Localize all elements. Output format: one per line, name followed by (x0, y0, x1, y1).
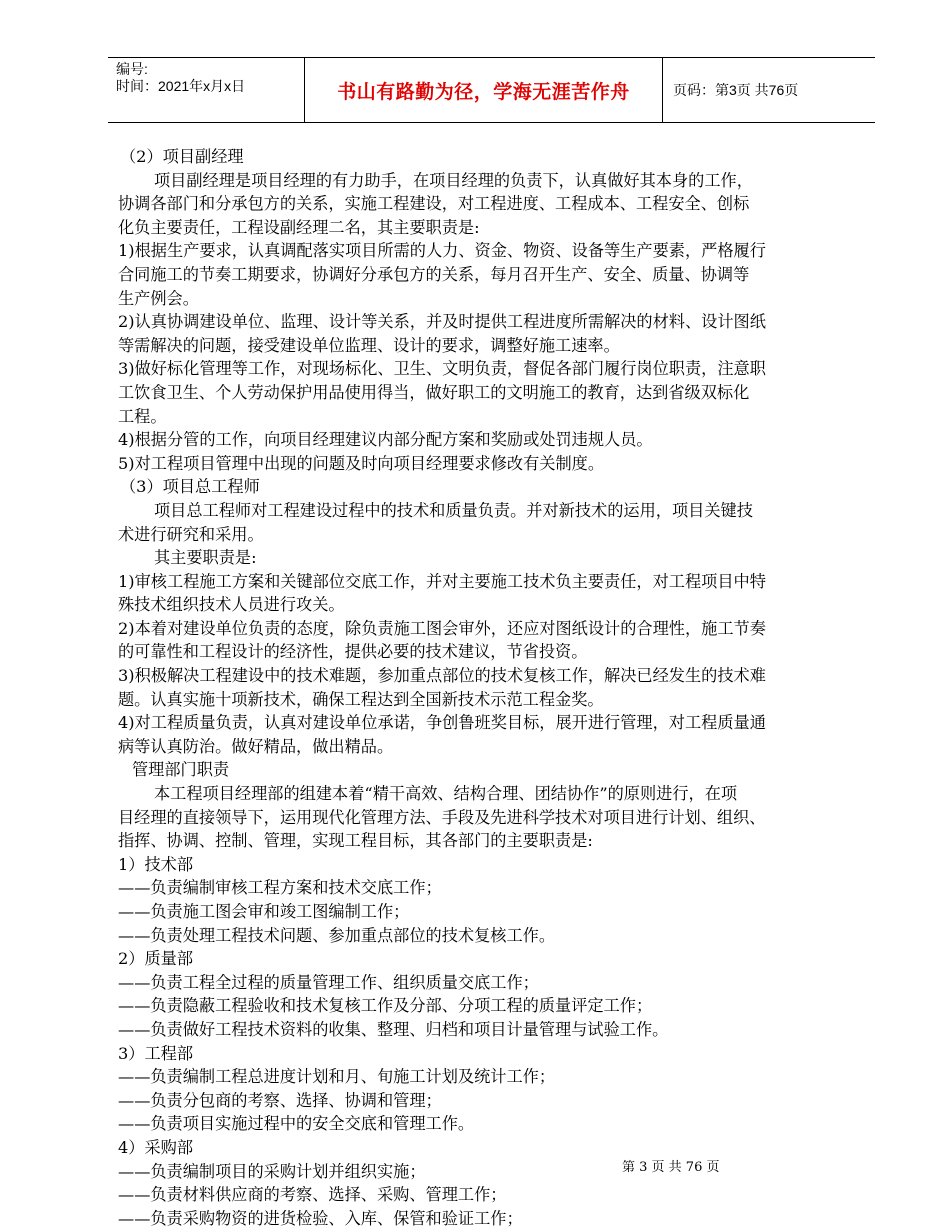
paragraph-line: 1)根据生产要求，认真调配落实项目所需的人力、资金、物资、设备等生产要素，严格履行 (118, 241, 766, 261)
paragraph-line: 工程。 (118, 406, 167, 426)
paragraph-line: 本工程项目经理部的组建本着“精干高效、结构合理、团结协作”的原则进行，在项 (154, 784, 738, 804)
paragraph-line: 项目总工程师对工程建设过程中的技术和质量负责。并对新技术的运用，项目关键技 (154, 500, 753, 520)
subsection-heading: 3）工程部 (118, 1043, 194, 1063)
list-item: ——负责采购物资的进货检验、入库、保管和验证工作； (118, 1208, 523, 1228)
list-item: ——负责隐蔽工程验收和技术复核工作及分部、分项工程的质量评定工作； (118, 996, 653, 1016)
paragraph-line: 术进行研究和采用。 (118, 524, 264, 544)
list-item: ——负责项目实施过程中的安全交底和管理工作。 (118, 1114, 475, 1134)
paragraph-line: 目经理的直接领导下，运用现代化管理方法、手段及先进科学技术对项目进行计划、组织、 (118, 807, 766, 827)
paragraph-line: 化负主要责任，工程设副经理二名，其主要职责是: (118, 217, 480, 237)
paragraph-line: 病等认真防治。做好精品，做出精品。 (118, 736, 394, 756)
paragraph-line: 工饮食卫生、个人劳动保护用品使用得当，做好职工的文明施工的教育，达到省级双标化 (118, 382, 750, 402)
section-heading: （3）项目总工程师 (120, 477, 260, 497)
page-info: 页码：第3页 共76页 (673, 82, 799, 98)
list-item: ——负责施工图会审和竣工图编制工作； (118, 902, 410, 921)
paragraph-line: 项目副经理是项目经理的有力助手，在项目经理的负责下，认真做好其本身的工作， (154, 170, 753, 190)
number-label: 编号: (116, 61, 148, 77)
list-item: ——负责分包商的考察、选择、协调和管理； (118, 1090, 442, 1110)
section-heading: （2）项目副经理 (120, 147, 244, 166)
subsection-heading: 1）技术部 (118, 854, 194, 874)
subsection-heading: 4）采购部 (118, 1137, 194, 1157)
list-item: ——负责材料供应商的考察、选择、采购、管理工作； (118, 1185, 507, 1205)
paragraph-line: 题。认真实施十项新技术，确保工程达到全国新技术示范工程金奖。 (118, 689, 604, 709)
paragraph-line: 其主要职责是: (154, 548, 257, 568)
motto-text: 书山有路勤为径，学海无涯苦作舟 (337, 80, 630, 103)
page-footer (622, 1156, 719, 1175)
list-item: ——负责做好工程技术资料的收集、整理、归档和项目计量管理与试验工作。 (118, 1019, 669, 1039)
header-motto-cell (305, 58, 663, 122)
list-item: ——负责编制工程总进度计划和月、旬施工计划及统计工作； (118, 1067, 556, 1087)
paragraph-line: 1)审核工程施工方案和关键部位交底工作，并对主要施工技术负主要责任，对工程项目中特 (118, 571, 766, 591)
paragraph-line: 4)根据分管的工作，向项目经理建议内部分配方案和奖励或处罚违规人员。 (118, 430, 653, 450)
paragraph-line: 的可靠性和工程设计的经济性，提供必要的技术建议，节省投资。 (118, 642, 588, 662)
paragraph-line: 2)认真协调建设单位、监理、设计等关系，并及时提供工程进度所需解决的材料、设计图纸 (118, 312, 766, 332)
time-label: 时间：2021年x月x日 (116, 78, 246, 94)
paragraph-line: 殊技术组织技术人员进行攻关。 (118, 595, 345, 615)
section-heading: 管理部门职责 (132, 760, 230, 780)
paragraph-line: 3)积极解决工程建设中的技术难题，参加重点部位的技术复核工作，解决已经发生的技术难 (118, 666, 766, 686)
footer-page-number: 第 3 页 共 76 页 (622, 1160, 720, 1175)
header-meta-cell (108, 58, 305, 122)
list-item: ——负责处理工程技术问题、参加重点部位的技术复核工作。 (118, 925, 556, 945)
page-header (108, 57, 875, 123)
paragraph-line: 协调各部门和分承包方的关系，实施工程建设，对工程进度、工程成本、工程安全、创标 (118, 194, 750, 214)
subsection-heading: 2）质量部 (118, 949, 194, 969)
paragraph-line: 2)本着对建设单位负责的态度，除负责施工图会审外，还应对图纸设计的合理性，施工节奏 (118, 618, 766, 638)
header-page-cell (663, 58, 875, 122)
paragraph-line: 等需解决的问题，接受建设单位监理、设计的要求，调整好施工速率。 (118, 335, 620, 355)
paragraph-line: 指挥、协调、控制、管理，实现工程目标，其各部门的主要职责是: (118, 831, 593, 851)
paragraph-line: 生产例会。 (118, 288, 199, 308)
list-item: ——负责编制项目的采购计划并组织实施； (118, 1161, 426, 1181)
paragraph-line: 4)对工程质量负责，认真对建设单位承诺，争创鲁班奖目标，展开进行管理，对工程质量通 (118, 713, 766, 733)
paragraph-line: 3)做好标化管理等工作，对现场标化、卫生、文明负责，督促各部门履行岗位职责，注意职 (118, 359, 766, 379)
paragraph-line: 合同施工的节奏工期要求，协调好分承包方的关系，每月召开生产、安全、质量、协调等 (118, 264, 750, 284)
list-item: ——负责工程全过程的质量管理工作、组织质量交底工作； (118, 972, 539, 992)
paragraph-line: 5)对工程项目管理中出现的问题及时向项目经理要求修改有关制度。 (118, 453, 605, 473)
list-item: ——负责编制审核工程方案和技术交底工作； (118, 878, 442, 898)
document-body (118, 145, 858, 1230)
